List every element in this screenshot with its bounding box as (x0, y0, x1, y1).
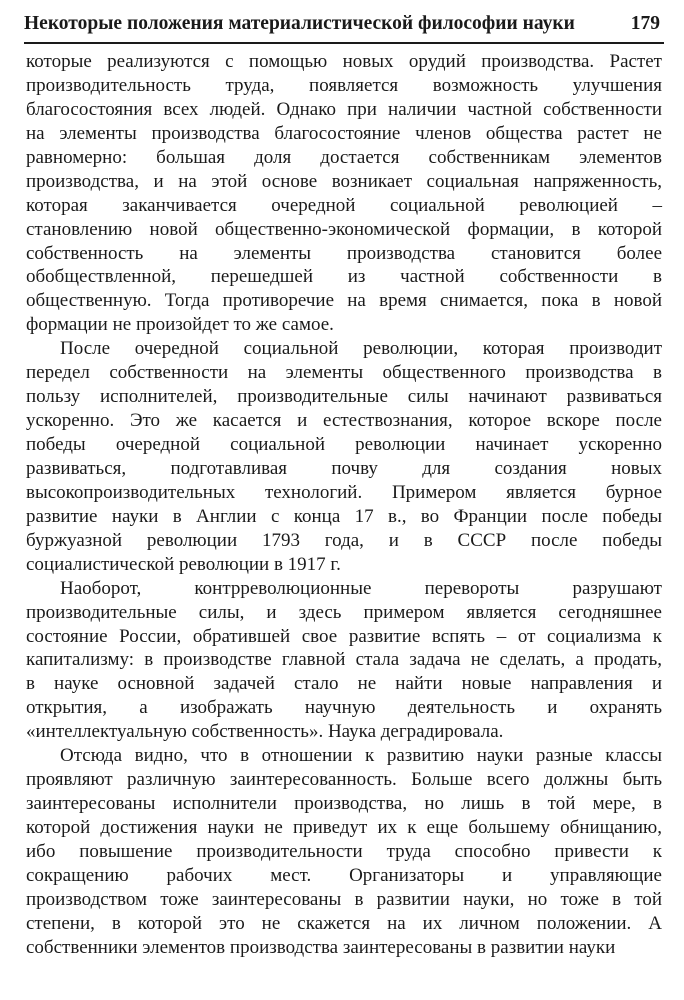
text-line: «интеллектуальную собственность». Наука деградировала. (26, 721, 504, 743)
text-line: ибо повышение производительности труда способно привести к (26, 840, 662, 862)
text-line: проявляют различную заинтересованность. Больше всего должны быть (26, 769, 662, 791)
header-rule (24, 42, 664, 44)
text-line: Наоборот, контрреволюционные перевороты разрушают (60, 577, 662, 599)
text-line: собственность на элементы производства становится более (26, 242, 662, 264)
text-line: производства, и на этой основе возникает социальная напряженность, (26, 170, 662, 192)
text-line: формации не произойдет то же самое. (26, 314, 334, 336)
text-line: открытия, а изображать научную деятельность и охранять (26, 697, 662, 719)
text-line: сокращению рабочих мест. Организаторы и управляющие (26, 864, 662, 886)
text-line: заинтересованы исполнители производства, но лишь в той мере, в (26, 793, 662, 815)
text-line: высокопроизводительных технологий. Примером является бурное (26, 481, 662, 503)
paragraph (26, 577, 662, 745)
text-line: После очередной социальной революции, которая производит (60, 338, 662, 360)
text-line: буржуазной революции 1793 года, и в СССР после победы (26, 529, 662, 551)
text-line: пользу исполнителей, производительные силы начинают развиваться (26, 386, 662, 408)
text-line: в науке основной задачей стало не найти новые направления и (26, 673, 662, 695)
paragraph (26, 50, 662, 337)
text-line: состояние России, обратившей свое развитие вспять – от социализма к (26, 625, 662, 647)
text-line: которая заканчивается очередной социальной революцией – (26, 194, 662, 216)
text-line: передел собственности на элементы общественного производства в (26, 362, 662, 384)
text-line: на элементы производства благосостояние членов общества растет не (26, 122, 662, 144)
text-line: социалистической революции в 1917 г. (26, 553, 341, 575)
running-head (24, 8, 664, 40)
paragraph (26, 744, 662, 959)
text-line: равномерно: большая доля достается собственникам элементов (26, 146, 662, 168)
text-line: развитие науки в Англии с конца 17 в., во Франции после победы (26, 505, 662, 527)
text-line: Отсюда видно, что в отношении к развитию науки разные классы (60, 745, 662, 767)
text-line: благосостояния всех людей. Однако при наличии частной собственности (26, 98, 662, 120)
running-head-title: Некоторые положения материалистической философии науки (24, 13, 575, 34)
paragraph (26, 337, 662, 576)
text-line: производительные силы, и здесь примером является сегодняшнее (26, 601, 662, 623)
body-text (26, 50, 662, 960)
text-line: становлению новой общественно-экономической формации, в которой (26, 218, 662, 240)
text-line: капитализму: в производстве главной стала задача не сделать, а продать, (26, 649, 662, 671)
text-line: общественную. Тогда противоречие на время снимается, пока в новой (26, 290, 662, 312)
text-line: производительность труда, появляется возможность улучшения (26, 74, 662, 96)
text-line: степени, в которой это не скажется на их личном положении. А (26, 912, 662, 934)
text-line: ускоренно. Это же касается и естествознания, которое вскоре после (26, 410, 662, 432)
text-line: победы очередной социальной революции начинает ускоренно (26, 434, 662, 455)
text-line: производством тоже заинтересованы в развитии науки, но тоже в той (26, 888, 662, 910)
page-number: 179 (630, 13, 660, 34)
text-line: развиваться, подготавливая почву для создания новых (26, 457, 662, 479)
text-line: собственники элементов производства заинтересованы в развитии науки (26, 936, 616, 958)
text-line: обобществленной, перешедшей из частной собственности в (26, 266, 662, 288)
text-line: которой достижения науки не приведут их к еще большему обнищанию, (26, 817, 662, 838)
text-line: которые реализуются с помощью новых орудий производства. Растет (26, 51, 662, 72)
